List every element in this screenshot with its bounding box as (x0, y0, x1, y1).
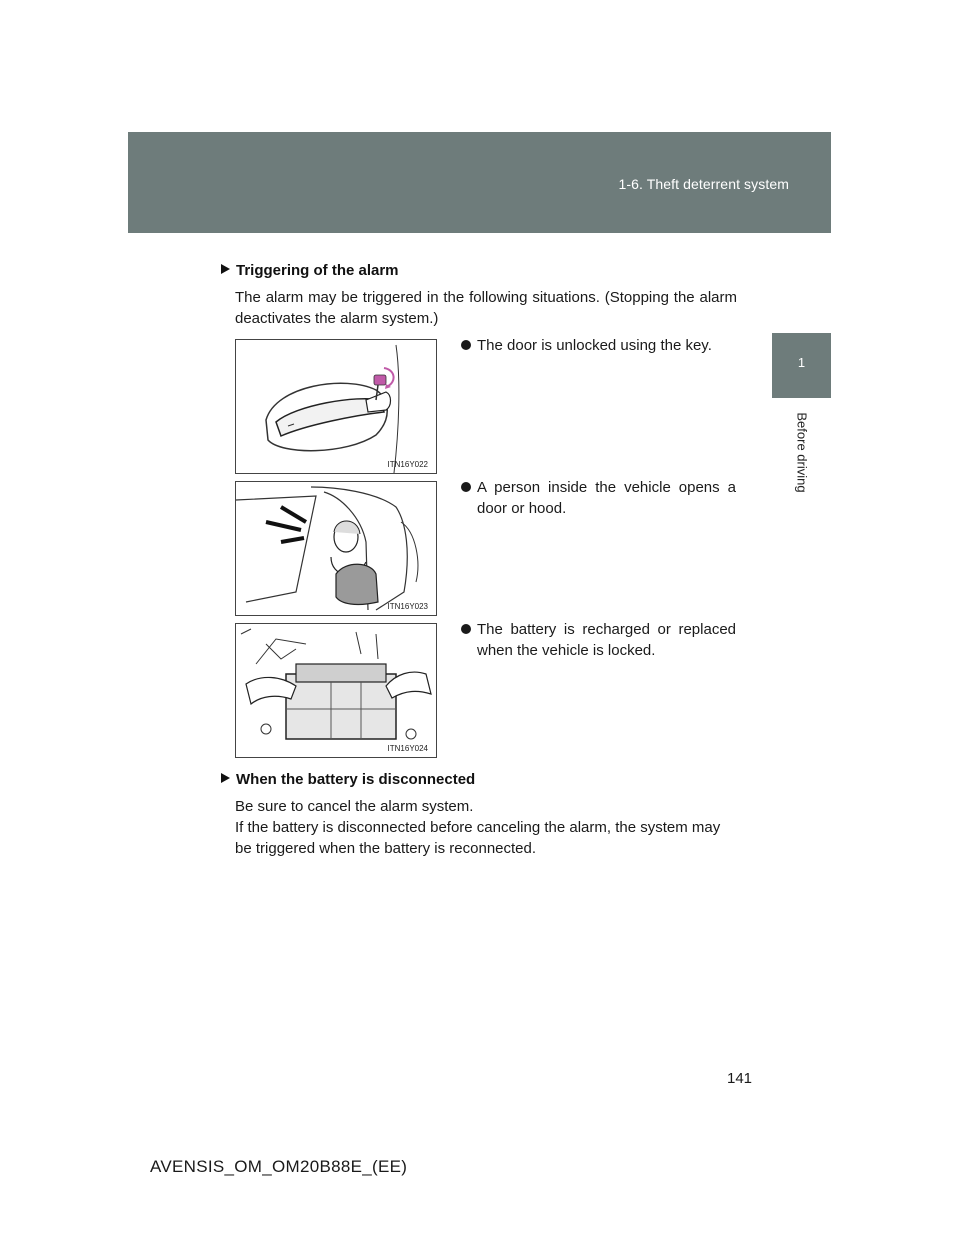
bullet-text: A person inside the vehicle opens a door or hood. (477, 479, 736, 517)
door-handle-key-illustration (236, 340, 436, 473)
bullet-text: The door is unlocked using the key. (477, 337, 712, 354)
figure-code: ITN16Y022 (387, 460, 428, 469)
figure-code: ITN16Y023 (387, 602, 428, 611)
figure-door-key (235, 339, 437, 474)
triangle-bullet-icon (221, 773, 230, 783)
section-heading-triggering (221, 262, 399, 279)
bullet-dot-icon (461, 482, 471, 492)
section-title: 1-6. Theft deterrent system (618, 176, 789, 192)
bullet-dot-icon (461, 340, 471, 350)
triangle-bullet-icon (221, 264, 230, 274)
bullet-text: The battery is recharged or replaced when the vehicle is locked. (477, 621, 736, 659)
chapter-label: Before driving (794, 412, 810, 493)
body-line: If the battery is disconnected before canceling the alarm, the system may be triggered when the battery is reconnected. (235, 819, 721, 857)
bullet-door-unlocked (461, 335, 736, 356)
bullet-person-opens (461, 477, 736, 519)
header-band (128, 132, 831, 233)
section-body-triggering: The alarm may be triggered in the following situations. (Stopping the alarm deactivates the alarm system.) (235, 289, 737, 327)
person-opening-door-illustration (236, 482, 436, 615)
chapter-number: 1 (797, 355, 806, 370)
bullet-dot-icon (461, 624, 471, 634)
section-heading-text: When the battery is disconnected (236, 771, 476, 788)
figure-person-door (235, 481, 437, 616)
document-code: AVENSIS_OM_OM20B88E_(EE) (150, 1157, 408, 1176)
bullet-battery (461, 619, 736, 661)
chapter-tab (772, 333, 831, 398)
figure-battery (235, 623, 437, 758)
body-line: Be sure to cancel the alarm system. (235, 798, 474, 815)
section-heading-text: Triggering of the alarm (236, 262, 399, 279)
battery-replacement-illustration (236, 624, 436, 757)
section-heading-battery (221, 771, 475, 788)
figure-code: ITN16Y024 (387, 744, 428, 753)
page-number: 141 (727, 1070, 753, 1087)
section-body-battery (235, 796, 737, 859)
